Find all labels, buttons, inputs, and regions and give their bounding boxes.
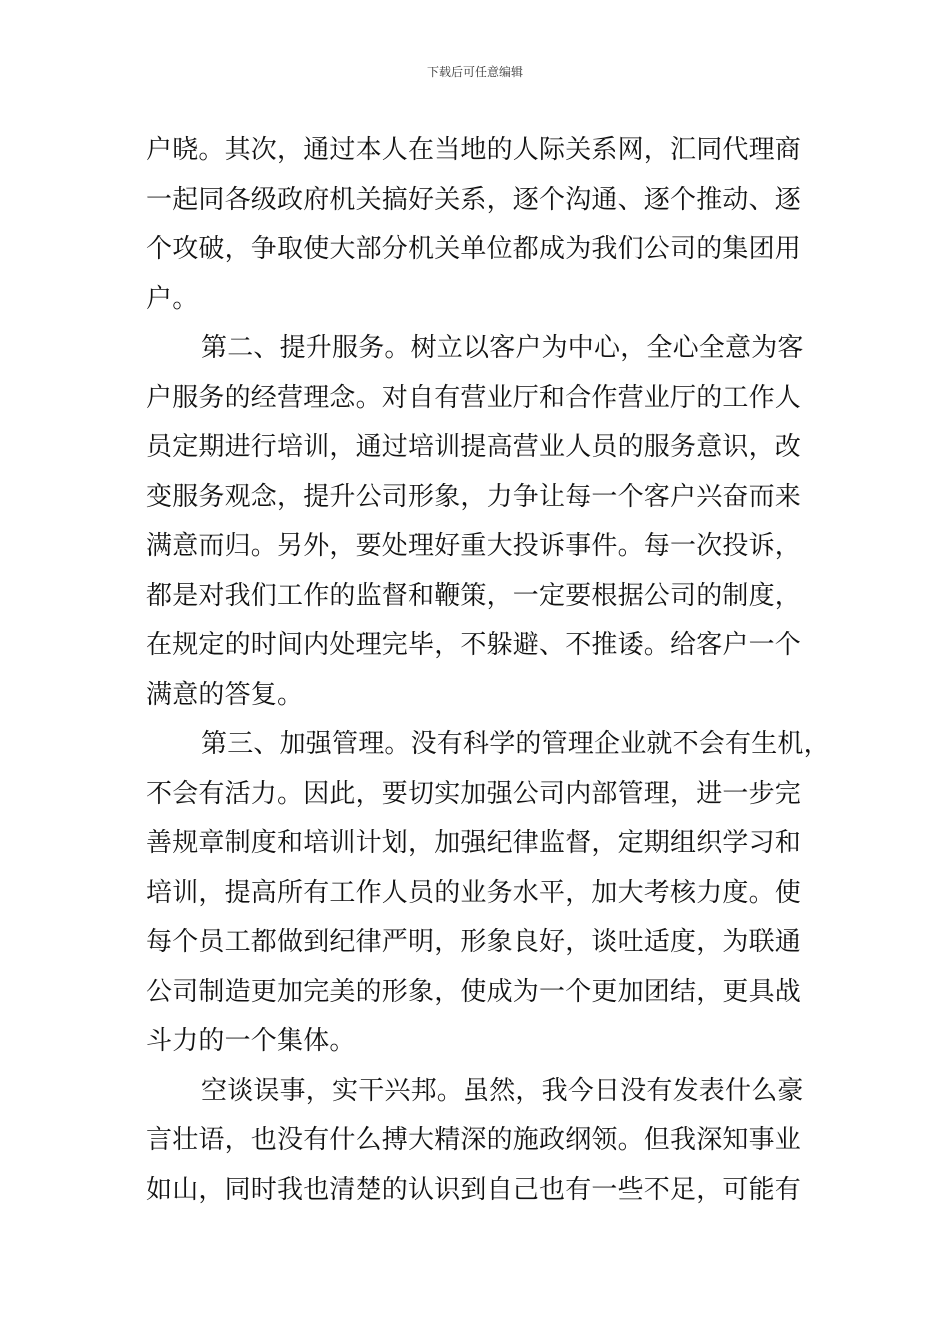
text-line: 一起同各级政府机关搞好关系，逐个沟通、逐个推动、逐 (146, 184, 802, 215)
text-line: 在规定的时间内处理完毕，不躲避、不推诿。给客户一个 (146, 630, 802, 660)
text-line: 如山，同时我也清楚的认识到自己也有一些不足，可能有 (146, 1174, 802, 1205)
text-line: 变服务观念，提升公司形象，力争让每一个客户兴奋而来 (146, 481, 802, 512)
text-line: 第三、加强管理。没有科学的管理企业就不会有生机， (201, 729, 830, 759)
text-line: 个攻破，争取使大部分机关单位都成为我们公司的集团用 (146, 234, 802, 264)
text-line: 满意的答复。 (146, 679, 304, 710)
text-line: 户。 (146, 283, 199, 314)
text-line: 员定期进行培训，通过培训提高营业人员的服务意识，改 (146, 432, 802, 462)
text-line: 满意而归。另外，要处理好重大投诉事件。每一次投诉， (146, 531, 802, 561)
text-line: 第二、提升服务。树立以客户为中心，全心全意为客 (201, 333, 804, 363)
text-line: 斗力的一个集体。 (146, 1026, 356, 1056)
text-line: 公司制造更加完美的形象，使成为一个更加团结，更具战 (146, 976, 802, 1007)
text-line: 都是对我们工作的监督和鞭策，一定要根据公司的制度， (146, 580, 802, 611)
text-line: 言壮语，也没有什么搏大精深的施政纲领。但我深知事业 (146, 1125, 802, 1155)
text-line: 培训，提高所有工作人员的业务水平，加大考核力度。使 (146, 877, 802, 908)
paragraph (146, 324, 808, 720)
text-line: 户晓。其次，通过本人在当地的人际关系网，汇同代理商 (146, 135, 802, 165)
text-line: 善规章制度和培训计划，加强纪律监督，定期组织学习和 (146, 828, 802, 858)
text-line: 空谈误事，实干兴邦。虽然，我今日没有发表什么豪 (201, 1075, 804, 1106)
text-line: 每个员工都做到纪律严明，形象良好，谈吐适度，为联通 (146, 927, 802, 957)
paragraph (146, 1067, 808, 1216)
text-line: 户服务的经营理念。对自有营业厅和合作营业厅的工作人 (146, 382, 802, 413)
document-body (146, 126, 830, 1215)
paragraph (146, 126, 808, 324)
paragraph (146, 720, 830, 1067)
page-header: 下载后可任意编辑 (426, 65, 523, 79)
text-line: 不会有活力。因此，要切实加强公司内部管理，进一步完 (146, 778, 802, 809)
